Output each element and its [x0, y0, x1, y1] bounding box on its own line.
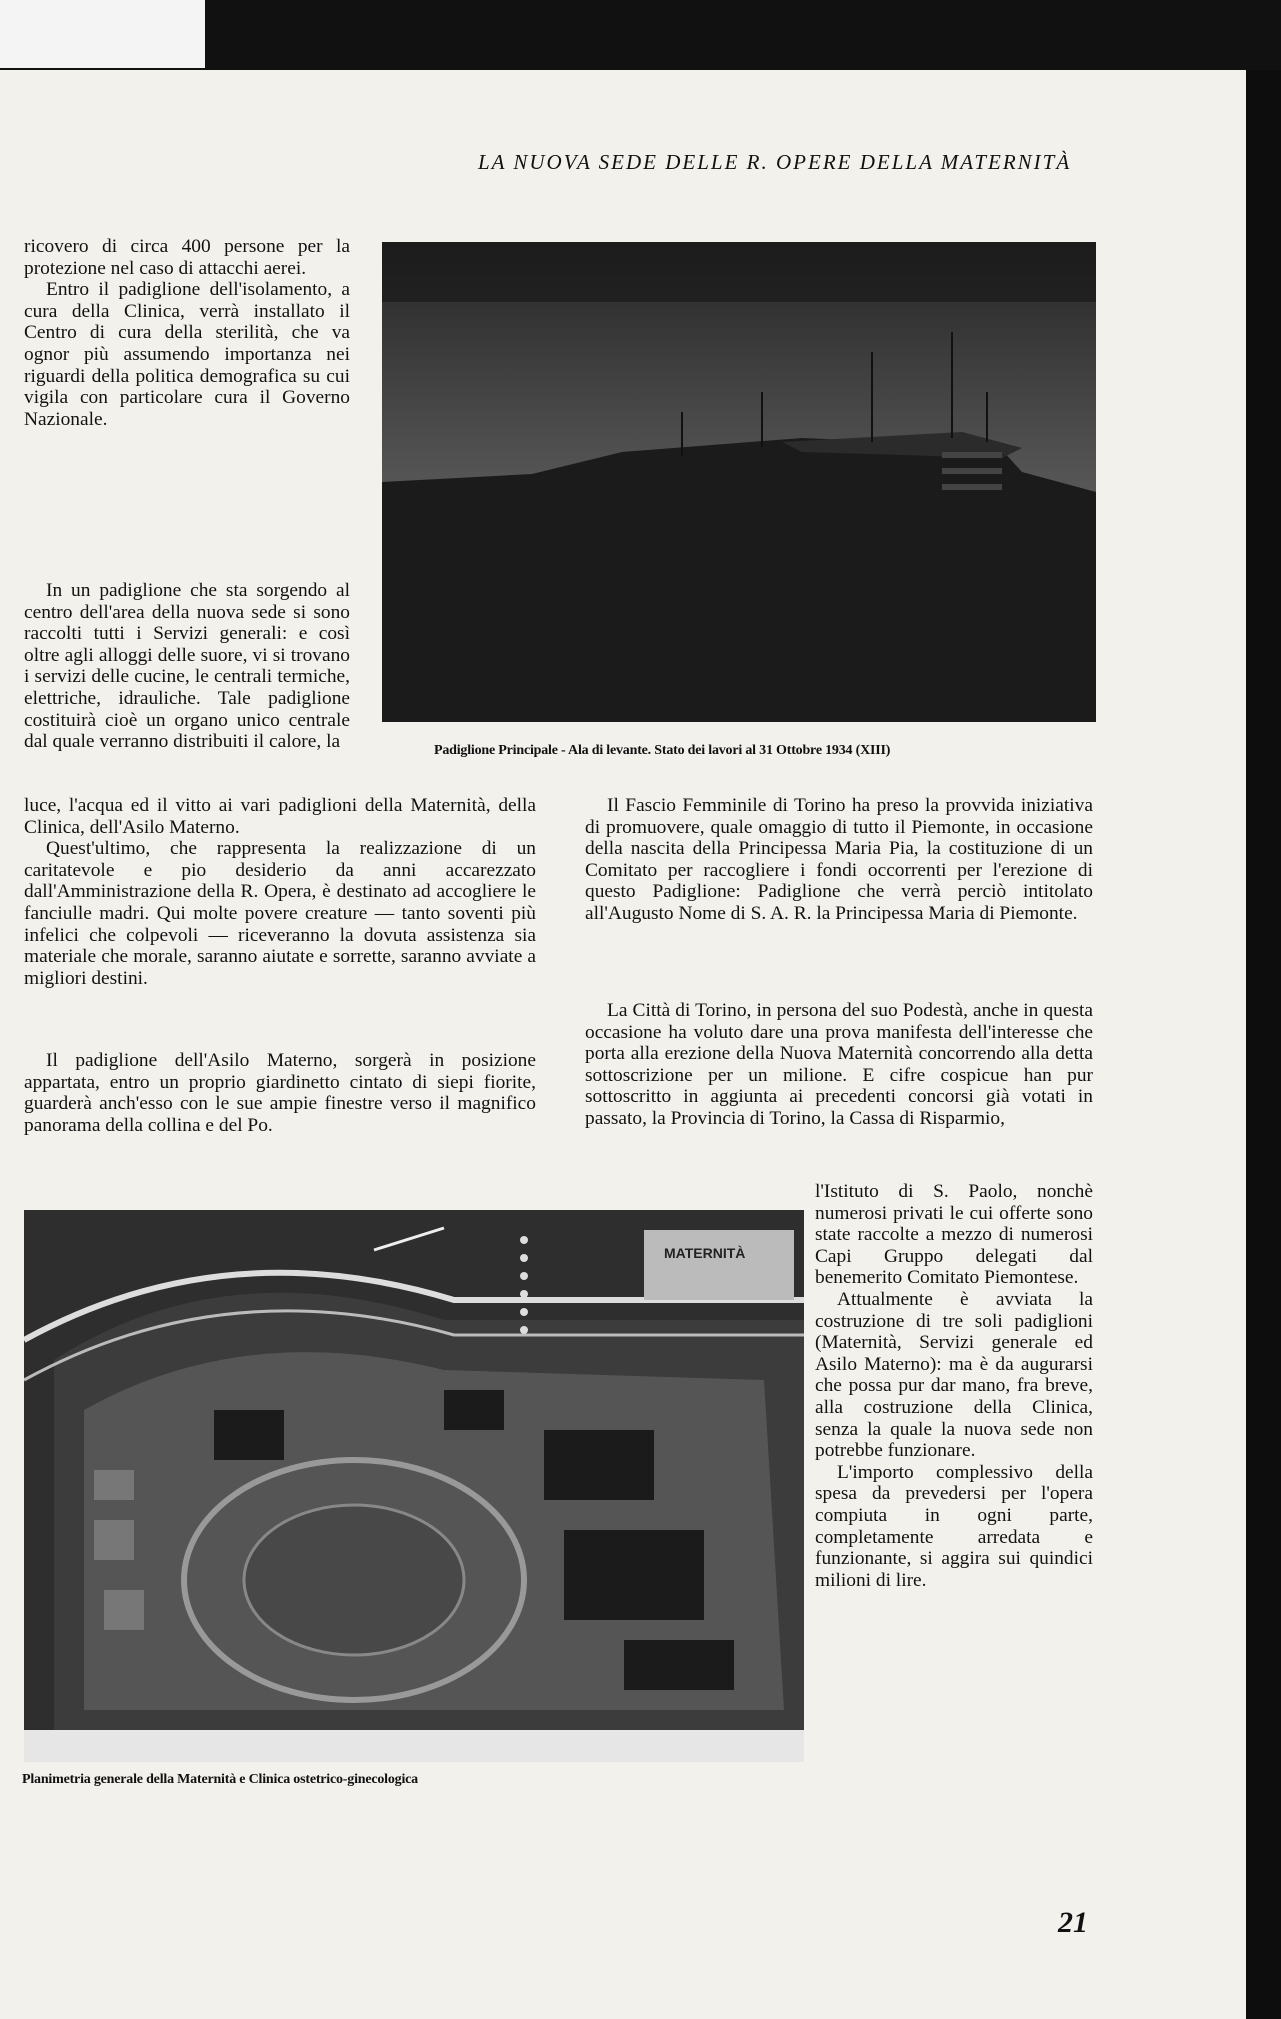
left-paragraph-1a: ricovero di circa 400 persone per la protezione nel caso di attacchi aerei.: [24, 236, 350, 279]
right-paragraph-3: [815, 1181, 1093, 1591]
right-paragraph-3a: l'Istituto di S. Paolo, nonchè numerosi privati le cui offerte sono state raccolte a mezzo di numerosi Capi Gruppo delegati dal benemerito Comitato Piemontese.: [815, 1181, 1093, 1289]
scan-corner: [0, 0, 205, 68]
right-paragraph-1: [585, 795, 1093, 925]
left-paragraph-2: [24, 580, 350, 753]
left-paragraph-4-text: Il padiglione dell'Asilo Materno, sorgerà in posizione appartata, entro un proprio giardinetto cintato di siepi fiorite, guarderà anch'esso con le sue ampie finestre verso il magnifico panorama della collina e del Po.: [24, 1050, 536, 1136]
construction-photo: [382, 242, 1096, 722]
scan-right-border: [1246, 70, 1281, 2019]
left-paragraph-2-text: In un padiglione che sta sorgendo al centro dell'area della nuova sede si sono raccolti tutti i Servizi generali: e così oltre agli alloggi delle suore, vi si trovano i servizi delle cucine, le centrali termiche, elettriche, idrauliche. Tale padiglione costituirà cioè un organo unico centrale dal quale verranno distribuiti il calore, la: [24, 580, 350, 753]
plan-title-label: MATERNITÀ: [664, 1245, 746, 1261]
right-paragraph-2: [585, 1000, 1093, 1130]
left-paragraph-3: [24, 795, 536, 989]
left-paragraph-1b: Entro il padiglione dell'isolamento, a cura della Clinica, verrà installato il Centro di cura della sterilità, che va ognor più assumendo importanza nei riguardi della politica demografica su cui vigila con particolare cura il Governo Nazionale.: [24, 279, 350, 430]
left-paragraph-4: [24, 1050, 536, 1136]
left-paragraph-3a: luce, l'acqua ed il vitto ai vari padiglioni della Maternità, della Clinica, dell'Asilo Materno.: [24, 795, 536, 838]
plan-caption: Planimetria generale della Maternità e Clinica ostetrico-ginecologica: [22, 1772, 418, 1787]
site-plan-image: [24, 1210, 804, 1762]
right-paragraph-3c: L'importo complessivo della spesa da prevedersi per l'opera compiuta in ogni parte, completamente arredata e funzionante, si aggira sui quindici milioni di lire.: [815, 1461, 1093, 1591]
right-paragraph-1-text: Il Fascio Femminile di Torino ha preso la provvida iniziativa di promuovere, quale omaggio di tutto il Piemonte, in occasione della nascita della Principessa Maria Pia, la costituzione di un Comitato per raccogliere i fondi occorrenti per l'erezione di questo Padiglione: Padiglione che verrà perciò intitolato all'Augusto Nome di S. A. R. la Principessa Maria di Piemonte.: [585, 795, 1093, 924]
page-number: 21: [1058, 1906, 1088, 1939]
right-paragraph-3b: Attualmente è avviata la costruzione di tre soli padiglioni (Maternità, Servizi generale ed Asilo Materno): ma è da augurarsi che possa pur dar mano, fra breve, alla costruzione della Clinica, senza la quale la nuova sede non potrebbe funzionare.: [815, 1288, 1093, 1462]
running-header: LA NUOVA SEDE DELLE R. OPERE DELLA MATERNITÀ: [478, 150, 1072, 174]
right-paragraph-2-text: La Città di Torino, in persona del suo Podestà, anche in questa occasione ha voluto dare una prova manifesta dell'interesse che porta alla erezione della Nuova Maternità concorrendo alla detta sottoscrizione per un milione. E cifre cospicue han pur sottoscritto in aggiunta ai precedenti concorsi già votati in passato, la Provincia di Torino, la Cassa di Risparmio,: [585, 1000, 1093, 1129]
left-paragraph-1: [24, 236, 350, 430]
left-paragraph-3b: Quest'ultimo, che rappresenta la realizzazione di un caritatevole e pio desiderio da anni accarezzato dall'Amministrazione della R. Opera, è destinato ad accogliere le fanciulle madri. Qui molte povere creature — tanto soventi più infelici che colpevoli — riceveranno la dovuta assistenza sia materiale che morale, saranno aiutate e sorrette, saranno avviate a migliori destini.: [24, 838, 536, 989]
photo-caption: Padiglione Principale - Ala di levante. Stato dei lavori al 31 Ottobre 1934 (XIII): [434, 743, 891, 758]
